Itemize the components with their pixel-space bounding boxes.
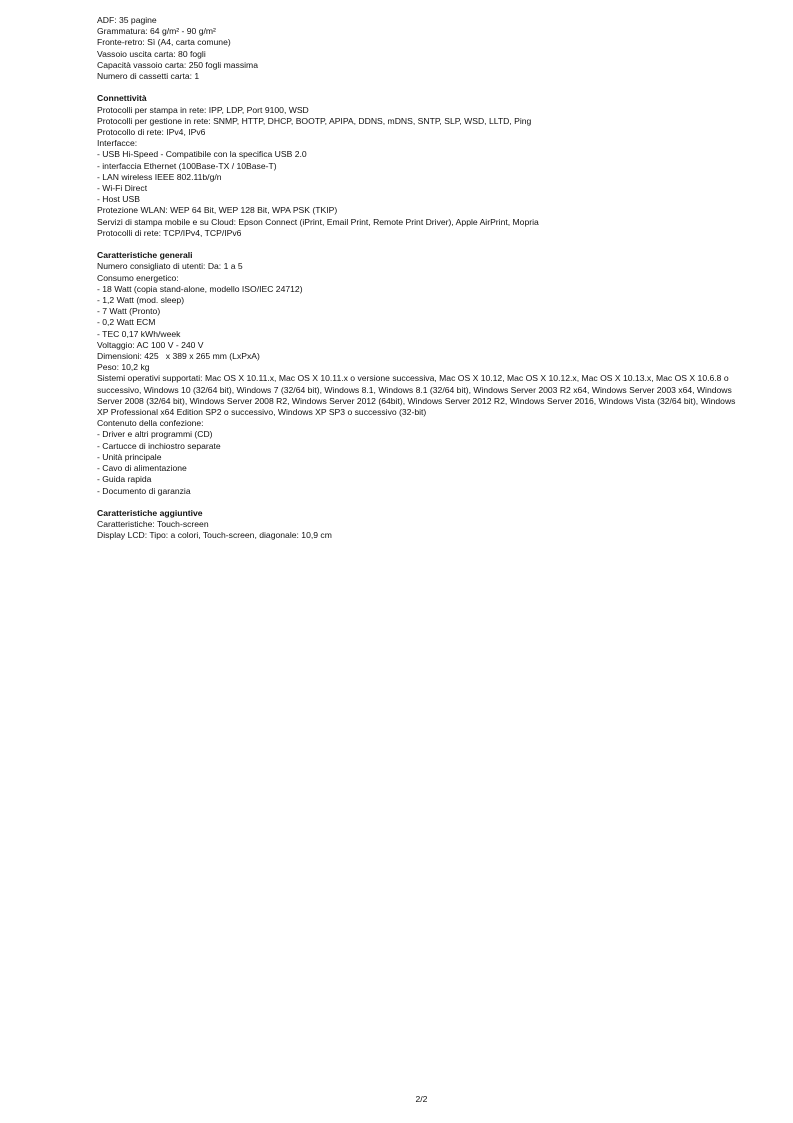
spec-line: - Wi-Fi Direct [97, 183, 148, 194]
spec-line: Consumo energetico: [97, 272, 179, 283]
spec-line: Dimensioni: 425 x 389 x 265 mm (LxPxA) [97, 351, 260, 362]
section-connectivity [97, 93, 747, 239]
spec-line: - LAN wireless IEEE 802.11b/g/n [97, 171, 222, 182]
spec-line: Voltaggio: AC 100 V - 240 V [97, 339, 204, 350]
spec-line: Servizi di stampa mobile e su Cloud: Epson Connect (iPrint, Email Print, Remote Print Driver), Apple AirPrint, Mopria [97, 216, 539, 227]
spec-line-supported-os: Sistemi operativi supportati: Mac OS X 10.11.x, Mac OS X 10.11.x o versione successiva, Mac OS X 10.12, Mac OS X 10.12.x, Mac OS X 10.13.x, Mac OS X 10.6.8 o successivo, Windows 10 (32/64 bit), Windows 7 (32/64 bit), Windows 8.1, Windows 8.1 (32/64 bit), Windows Server 2003 R2 x64, Windows Server 2003 x64, Windows Server 2008 (32/64 bit), Windows Server 2008 R2, Windows Server 2012 (64bit), Windows Server 2012 R2, Windows Server 2016, Windows Vista (32/64 bit), Windows XP Professional x64 Edition SP2 o successivo, Windows XP SP3 o successivo (32-bit) [97, 373, 738, 418]
spec-line: - TEC 0,17 kWh/week [97, 328, 181, 339]
spec-line: - Cartucce di inchiostro separate [97, 440, 221, 451]
spec-line: Caratteristiche: Touch-screen [97, 519, 209, 530]
spec-line: - 0,2 Watt ECM [97, 317, 156, 328]
spec-line: Protezione WLAN: WEP 64 Bit, WEP 128 Bit, WPA PSK (TKIP) [97, 205, 338, 216]
spec-line: - 7 Watt (Pronto) [97, 306, 161, 317]
section-title-general-features: Caratteristiche generali [97, 250, 193, 261]
spec-line: Grammatura: 64 g/m² - 90 g/m² [97, 26, 216, 37]
spec-line: Display LCD: Tipo: a colori, Touch-screen, diagonale: 10,9 cm [97, 530, 332, 541]
section-title-additional-features: Caratteristiche aggiuntive [97, 507, 203, 518]
spec-line: Numero di cassetti carta: 1 [97, 71, 200, 82]
spec-line: - Unità principale [97, 451, 162, 462]
spec-line: - Guida rapida [97, 474, 152, 485]
section-title-connectivity: Connettività [97, 93, 147, 104]
spec-line: - 18 Watt (copia stand-alone, modello ISO/IEC 24712) [97, 283, 303, 294]
section-general-features [97, 250, 747, 496]
spec-line: ADF: 35 pagine [97, 15, 157, 25]
spec-line: Fronte-retro: Sì (A4, carta comune) [97, 37, 231, 48]
spec-line: Interfacce: [97, 138, 138, 149]
spec-line: - USB Hi-Speed - Compatibile con la specifica USB 2.0 [97, 149, 307, 160]
spec-line: Protocollo di rete: IPv4, IPv6 [97, 127, 206, 138]
spec-line: Peso: 10,2 kg [97, 362, 150, 373]
spec-line: Protocolli per stampa in rete: IPP, LDP, Port 9100, WSD [97, 104, 309, 115]
spec-line: - 1,2 Watt (mod. sleep) [97, 295, 185, 306]
spec-line: - Cavo di alimentazione [97, 463, 187, 474]
section-additional-features [97, 508, 747, 542]
section-specs-paper [97, 15, 747, 82]
document-body [97, 15, 747, 542]
spec-line: Numero consigliato di utenti: Da: 1 a 5 [97, 261, 243, 272]
spec-line: - interfaccia Ethernet (100Base-TX / 10Base-T) [97, 160, 277, 171]
spec-line: Capacità vassoio carta: 250 fogli massima [97, 59, 258, 70]
spec-line: - Host USB [97, 194, 140, 205]
spec-line: Contenuto della confezione: [97, 418, 204, 429]
spec-line: Vassoio uscita carta: 80 fogli [97, 48, 206, 59]
spec-line: - Documento di garanzia [97, 485, 191, 496]
spec-line: Protocolli di rete: TCP/IPv4, TCP/IPv6 [97, 227, 242, 238]
spec-line: - Driver e altri programmi (CD) [97, 429, 213, 440]
page-number: 2/2 [415, 1094, 428, 1104]
spec-line: Protocolli per gestione in rete: SNMP, HTTP, DHCP, BOOTP, APIPA, DDNS, mDNS, SNTP, SLP, WSD, LLTD, Ping [97, 115, 532, 126]
